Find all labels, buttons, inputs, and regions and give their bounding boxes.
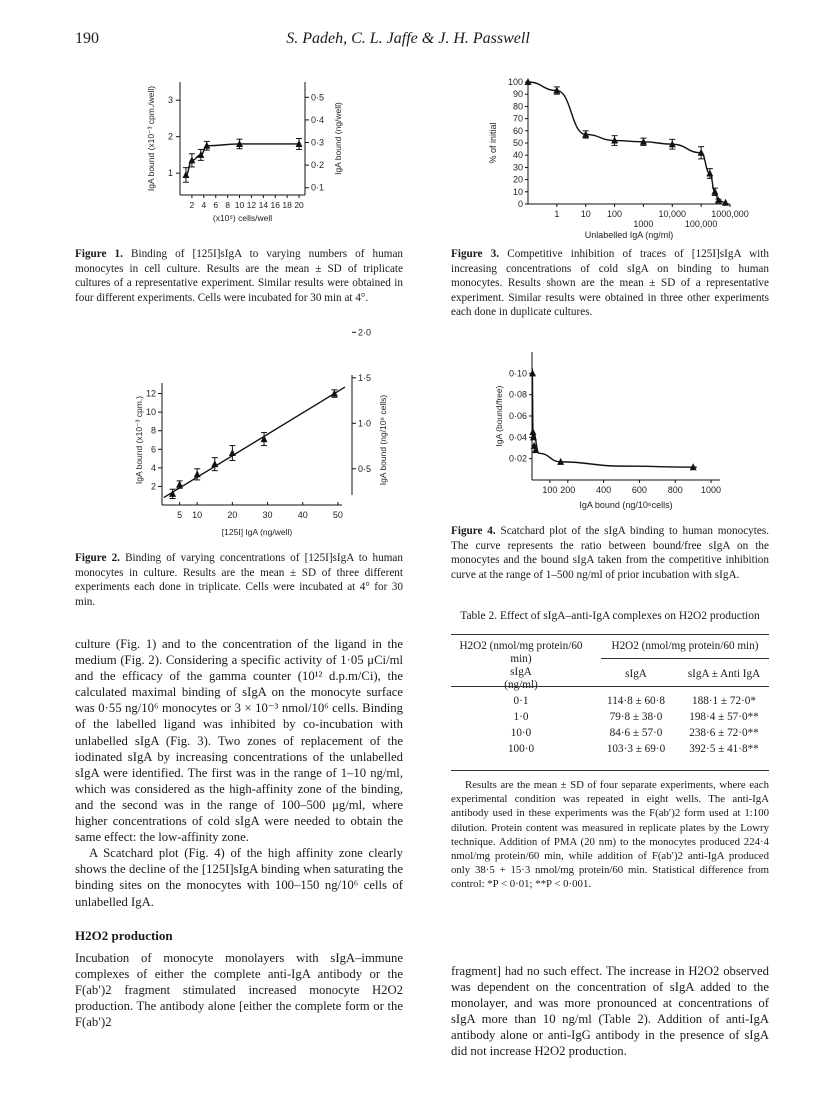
x-tick-label: 20 [227,510,238,520]
data-point [711,188,718,195]
y-tick-label: 4 [150,462,156,473]
x-tick-label: 14 [258,200,269,210]
y-tick-label: 0·04 [508,432,527,443]
figure-2-caption-label: Figure 2. [75,552,120,564]
x-tick-label: 20 [294,200,304,210]
x-tick-label: 4 [201,200,207,210]
y-tick-label: 0·08 [508,389,527,400]
figure-2-svg [130,327,390,540]
y2-tick-label: 0·4 [311,114,325,125]
right-paragraph-1: fragment] had no such effect. The increase in H2O2 observed was dependent on the concentration of sIgA added to the monolayer, and was more pronounced at concentrations of sIgA more than 10 ng/ml (Table 2). Addition of anti-IgA antibody alone or anti-IgG antibody in the presence of sIgA did not increase H2O2 production. [451,964,769,1059]
x-tick-label: 600 [631,485,647,495]
figure-3-caption-text: Competitive inhibition of traces of [125I]sIgA with increasing concentrations of cold sIgA on binding to human monocytes. Results shown are the mean ± SD of a representative experiment. Similar results were obtained in three other experiments each done in duplicate cultures. [451,248,769,319]
x-tick-label: 100 [542,485,558,495]
y-tick-label: 10 [145,407,156,418]
y2-tick-label: 0·2 [311,160,325,171]
data-point [229,449,236,456]
y-tick-label: 40 [512,150,523,161]
figure-3-chart [480,70,750,240]
left-paragraph-1: culture (Fig. 1) and to the concentration of the ligand in the medium (Fig. 2). Considering a specific activity of 1·05 μCi/ml and the efficacy of the gamma counter (10¹² d.p.m/Ci), the calculated maximal binding of sIgA on the monocyte surface was 0·55 ng/10⁶ monocytes or 3 × 10⁻³ nmol/10⁶ cells. Binding of the labelled ligand was inhibited by co-incubation with unlabelled sIgA (Fig. 3). Two zones of replacement of the iodinated sIgA by increasing concentrations of the unlabelled sIgA were identified. The first was in the range of 1–10 ng/ml, which was considered as the high-affinity zone of the binding, and the second was in the range of 100–500 μg/ml, where higher concentrations of cold sIgA were needed to obtain the same effect: the low-affinity zone. [75,637,403,845]
fit-curve [532,368,697,467]
data-point [176,481,183,488]
x-tick-label: 8 [225,200,230,210]
x-tick-label: 16 [270,200,280,210]
data-point [331,390,338,397]
figure-2-caption-text: Binding of varying concentrations of [125I]sIgA to human monocytes in culture. Results are the mean ± SD of three different experiments each done in triplicate. Cells were incubated at 4° for 30 min. [75,552,403,608]
x-tick-label: 10 [192,510,203,520]
table-cell-anti-iga: 238·6 ± 72·0** [689,727,759,739]
x-tick-label: 10,000 [658,209,687,219]
data-curve [528,82,726,203]
x-tick-label: 10 [234,200,245,210]
figure-1-caption-label: Figure 1. [75,248,123,260]
table-col1-header-a: H2O2 (nmol/mg protein/60 min) [459,640,583,665]
y2-tick-label: 0·1 [311,182,325,193]
y-tick-label: 6 [150,444,156,455]
y-tick-label: 0·10 [508,368,527,379]
figure-4-svg [490,340,740,515]
x-tick-label: 12 [246,200,257,210]
table-col1-header [451,640,591,692]
x-tick-label: 2 [189,200,195,210]
y2-tick-label: 2·0 [358,327,372,338]
table-cell-conc: 0·1 [513,695,529,707]
left-paragraph-3: Incubation of monocyte monolayers with sIgA–immune complexes of either the complete anti-IgA antibody or the F(ab′)2 fragment stimulated increased monocyte H2O2 production. The antibody alone [either the complete form or the F(ab′)2 [75,950,403,1030]
table-col1-header-c: (ng/ml) [504,679,538,691]
table-col2-header: sIgA [625,668,647,680]
x-tick-label: 50 [332,510,343,520]
table-group-rule [601,658,769,659]
figure-1-chart [140,70,370,230]
table-cell-anti-iga: 198·4 ± 57·0** [689,711,759,723]
y-tick-label: 20 [512,174,523,185]
x-tick-label: 1000 [701,485,722,495]
table-col1-header-b: sIgA [510,666,532,678]
section-heading-h2o2: H2O2 production [75,927,173,943]
y-tick-label: 0·02 [508,453,527,464]
table-cell-siga: 79·8 ± 38·0 [609,711,663,723]
table-cell-conc: 1·0 [513,711,529,723]
y-tick-label: 3 [167,95,173,106]
figure-1-caption-text: Binding of [125I]sIgA to varying numbers of human monocytes in cell culture. Results are the mean ± SD of triplicate cultures of a representative experiment. Similar results were obtained in four different experiments. Cells were incubated for 30 min at 4°. [75,248,404,304]
table-col3-header: sIgA ± Anti IgA [687,668,761,680]
y-axis-label: IgA (bound/free) [494,385,504,447]
table-cell-conc: 10·0 [510,727,532,739]
y-tick-label: 30 [512,162,523,173]
y-tick-label: 100 [507,77,523,87]
right-column-text [451,963,769,1060]
figure-4-caption [451,524,769,582]
data-point [194,470,201,477]
y-tick-label: 60 [512,125,523,136]
y2-axis-label: IgA bound (ng/10⁶ cells) [378,394,388,486]
y2-tick-label: 0·5 [358,463,372,474]
y2-tick-label: 1·5 [358,372,372,383]
x-tick-label: 1000,000 [711,209,749,219]
y-tick-label: 90 [512,89,523,100]
y-tick-label: 8 [150,425,156,436]
y2-axis-label: IgA bound (ng/well) [333,102,343,175]
table-cell-conc: 100·0 [507,743,535,755]
y-axis-label: % of initial [488,122,498,164]
x-tick-label: 30 [262,510,273,520]
x-tick-label: 5 [177,510,183,520]
table-2-footnote: Results are the mean ± SD of four separate experiments, where each experimental condition was repeated in eight wells. The anti-IgA antibody used in these experiments was the F(ab′)2 form used at 1:100 dilution. Protein content was measured in replicate plates by the Lowry technique. Addition of PMA (20 nm) to the monocytes produced 224·4 nmol/mg protein/60 min, while addition of F(ab′)2 anti-IgA produced only 38·5 + 15·3 nmol/mg protein/60 min. Statistical difference from control: *P < 0·01; **P < 0·001. [451,779,769,891]
x-tick-label: 10 [580,209,591,219]
x-axis-label: [125I] IgA (ng/well) [221,527,293,537]
y-tick-label: 70 [512,113,523,124]
y-tick-label: 0 [517,199,523,209]
y-tick-label: 1 [167,168,173,179]
data-point [529,428,536,435]
y2-tick-label: 0·5 [311,92,325,103]
figure-3-caption [451,247,769,320]
x-tick-label-lower: 1000 [633,219,654,229]
table-cell-anti-iga: 188·1 ± 72·0* [692,695,756,707]
table-cell-siga: 84·6 ± 57·0 [609,727,663,739]
x-tick-label: 1 [554,209,560,219]
y2-tick-label: 1·0 [358,418,372,429]
x-axis-label: (x10⁵) cells/well [212,213,273,223]
table-top-rule [451,634,769,635]
x-tick-label-lower: 100,000 [684,219,718,229]
y-tick-label: 2 [150,481,156,492]
table-cell-anti-iga: 392·5 ± 41·8** [689,743,759,755]
x-tick-label: 800 [667,485,683,495]
data-point [715,196,722,203]
regression-line [164,387,345,497]
table-header-rule [451,686,769,687]
y-tick-label: 10 [512,186,523,197]
y-axis-label: IgA bound (x10⁻³ cpm./well) [146,85,156,192]
y-tick-label: 2 [167,131,173,142]
y-tick-label: 12 [145,388,156,399]
running-title: S. Padeh, C. L. Jaffe & J. H. Passwell [286,30,530,47]
table-group-header: H2O2 (nmol/mg protein/60 min) [611,640,759,652]
table-2-title: Table 2. Effect of sIgA–anti-IgA complexes on H2O2 production [460,610,760,622]
figure-4-chart [490,340,740,515]
table-cell-siga: 103·3 ± 69·0 [606,743,666,755]
figure-2-chart [130,327,390,540]
y-tick-label: 0·06 [508,411,527,421]
x-axis-label: Unlabelled IgA (ng/ml) [584,230,674,240]
x-tick-label: 40 [297,510,308,520]
page-number: 190 [75,30,99,47]
y-tick-label: 80 [512,101,523,112]
figure-1-svg [140,70,370,230]
x-axis-label: IgA bound (ng/10⁶cells) [579,500,673,510]
figure-4-caption-label: Figure 4. [451,525,496,537]
y-axis-label: IgA bound (x10⁻³ cpm.) [134,395,144,485]
figure-2-caption [75,551,403,609]
table-2 [451,640,769,760]
y2-tick-label: 0·3 [311,137,325,148]
x-tick-label: 18 [282,200,292,210]
data-point [211,460,218,467]
figure-4-caption-text: Scatchard plot of the sIgA binding to human monocytes. The curve represents the ratio between bound/free sIgA on the monocytes and the bound sIgA taken from the competitive inhibition curve at the range of 1–500 ng/ml of prior incubation with sIgA. [451,525,770,581]
x-tick-label: 200 [560,485,576,495]
left-column-text [75,636,403,1030]
figure-3-svg [480,70,750,240]
left-paragraph-2: A Scatchard plot (Fig. 4) of the high affinity zone clearly shows the decline of the [125I]sIgA binding when saturating the binding sites on the monocytes with 100–150 ng/10⁶ cells of unlabelled IgA. [75,846,403,909]
x-tick-label: 400 [596,485,612,495]
x-tick-label: 6 [213,200,219,210]
figure-3-caption-label: Figure 3. [451,248,500,260]
figure-1-caption [75,247,403,305]
x-tick-label: 100 [607,209,623,219]
table-bottom-rule [451,770,769,771]
y-tick-label: 50 [512,138,523,148]
table-cell-siga: 114·8 ± 60·8 [607,695,665,707]
page-header [0,30,816,54]
